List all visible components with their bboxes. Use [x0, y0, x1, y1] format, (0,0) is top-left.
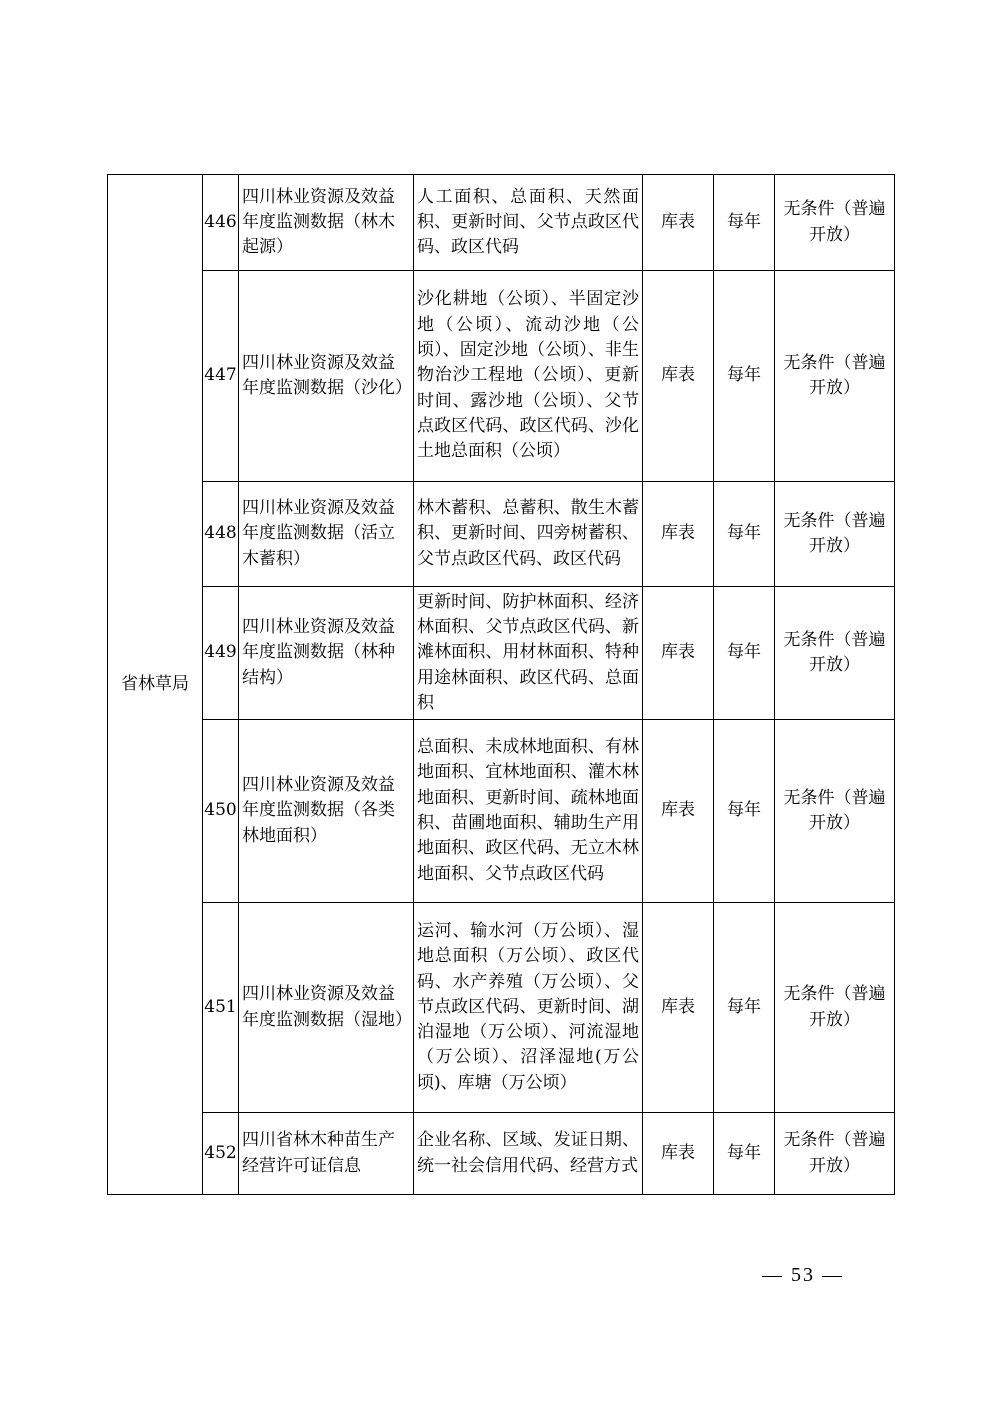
data-items: 运河、输水河（万公顷）、湿地总面积（万公顷）、政区代码、水产养殖（万公顷）、父节点政区代码、更新时间、湖泊湿地（万公顷）、河流湿地（万公顷）、沼泽湿地(万公顷)、库塘（万公顷）: [414, 903, 643, 1113]
openness-attribute: 无条件（普遍开放）: [775, 1113, 895, 1195]
openness-attribute: 无条件（普遍开放）: [775, 903, 895, 1113]
dataset-name: 四川林业资源及效益年度监测数据（林木起源）: [239, 175, 414, 271]
table-row: [108, 271, 895, 482]
update-frequency: 每年: [714, 720, 775, 903]
data-items: 人工面积、总面积、天然面积、更新时间、父节点政区代码、政区代码: [414, 175, 643, 271]
table-row: [108, 587, 895, 720]
row-number: 449: [203, 587, 239, 720]
openness-attribute: 无条件（普遍开放）: [775, 271, 895, 482]
data-catalog-table: [107, 174, 895, 1195]
row-number: 446: [203, 175, 239, 271]
table-row: [108, 903, 895, 1113]
department-cell: 省林草局: [108, 175, 203, 1195]
resource-type: 库表: [643, 175, 714, 271]
resource-type: 库表: [643, 482, 714, 587]
dataset-name: 四川林业资源及效益年度监测数据（沙化）: [239, 271, 414, 482]
resource-type: 库表: [643, 587, 714, 720]
table-row: [108, 175, 895, 271]
update-frequency: 每年: [714, 482, 775, 587]
data-items: 林木蓄积、总蓄积、散生木蓄积、更新时间、四旁树蓄积、父节点政区代码、政区代码: [414, 482, 643, 587]
resource-type: 库表: [643, 271, 714, 482]
data-items: 更新时间、防护林面积、经济林面积、父节点政区代码、新滩林面积、用材林面积、特种用途林面积、政区代码、总面积: [414, 587, 643, 720]
dataset-name: 四川林业资源及效益年度监测数据（林种结构）: [239, 587, 414, 720]
dataset-name: 四川省林木种苗生产经营许可证信息: [239, 1113, 414, 1195]
openness-attribute: 无条件（普遍开放）: [775, 482, 895, 587]
openness-attribute: 无条件（普遍开放）: [775, 587, 895, 720]
row-number: 450: [203, 720, 239, 903]
dataset-name: 四川林业资源及效益年度监测数据（各类林地面积）: [239, 720, 414, 903]
table-row: [108, 720, 895, 903]
data-items: 总面积、未成林地面积、有林地面积、宜林地面积、灌木林地面积、更新时间、疏林地面积、苗圃地面积、辅助生产用地面积、政区代码、无立木林地面积、父节点政区代码: [414, 720, 643, 903]
data-items: 沙化耕地（公顷）、半固定沙地（公顷）、流动沙地（公顷）、固定沙地（公顷）、非生物治沙工程地（公顷）、更新时间、露沙地（公顷）、父节点政区代码、政区代码、沙化土地总面积（公顷）: [414, 271, 643, 482]
dataset-name: 四川林业资源及效益年度监测数据（湿地）: [239, 903, 414, 1113]
openness-attribute: 无条件（普遍开放）: [775, 175, 895, 271]
update-frequency: 每年: [714, 175, 775, 271]
resource-type: 库表: [643, 720, 714, 903]
update-frequency: 每年: [714, 271, 775, 482]
update-frequency: 每年: [714, 587, 775, 720]
update-frequency: 每年: [714, 903, 775, 1113]
row-number: 448: [203, 482, 239, 587]
resource-type: 库表: [643, 903, 714, 1113]
row-number: 451: [203, 903, 239, 1113]
update-frequency: 每年: [714, 1113, 775, 1195]
table-row: [108, 482, 895, 587]
dataset-name: 四川林业资源及效益年度监测数据（活立木蓄积）: [239, 482, 414, 587]
row-number: 452: [203, 1113, 239, 1195]
data-items: 企业名称、区域、发证日期、统一社会信用代码、经营方式: [414, 1113, 643, 1195]
resource-type: 库表: [643, 1113, 714, 1195]
table-row: [108, 1113, 895, 1195]
row-number: 447: [203, 271, 239, 482]
page-number: — 53 —: [762, 1264, 844, 1286]
openness-attribute: 无条件（普遍开放）: [775, 720, 895, 903]
